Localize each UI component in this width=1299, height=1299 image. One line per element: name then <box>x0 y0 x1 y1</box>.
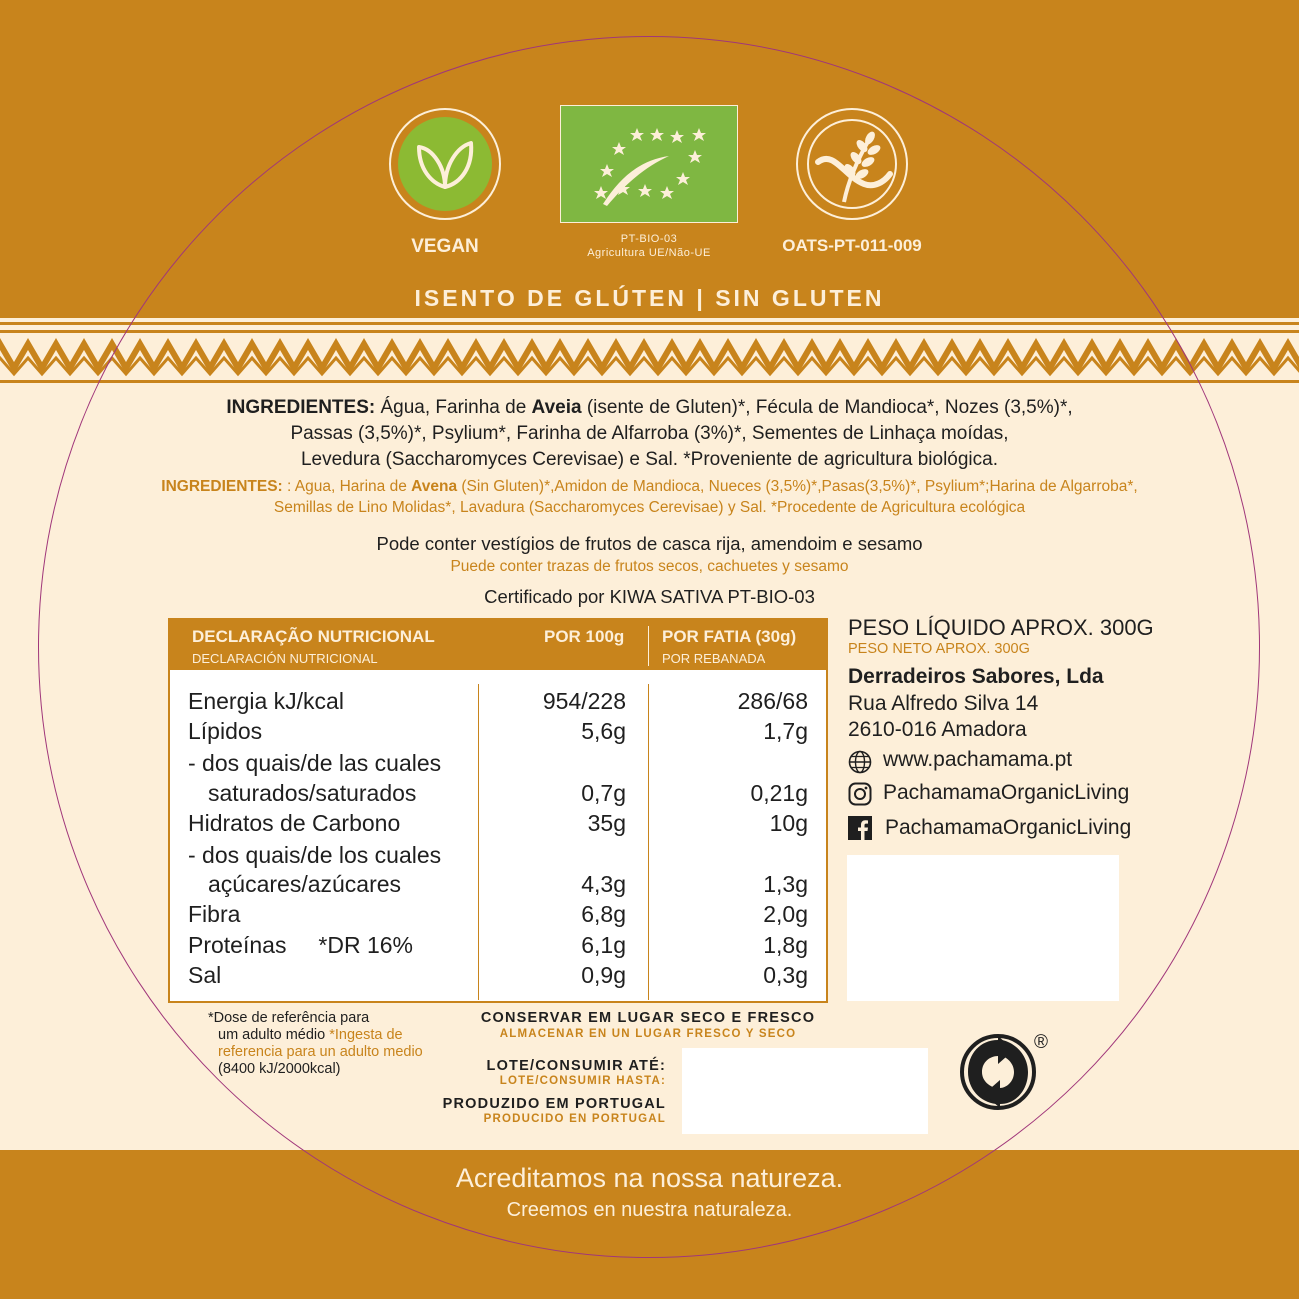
value-per-100g: 6,1g <box>581 932 626 958</box>
gluten-free-title: ISENTO DE GLÚTEN | SIN GLUTEN <box>414 285 885 311</box>
company-city: 2610-016 Amadora <box>848 718 1027 741</box>
nutrition-row <box>170 750 826 780</box>
lote-es: LOTE/CONSUMIR HASTA: <box>499 1075 666 1087</box>
registered-mark: ® <box>1034 1032 1048 1053</box>
instagram-icon <box>848 782 872 811</box>
ingredients-pt-label: INGREDIENTES: <box>226 397 376 418</box>
nutrient-name: - dos quais/de las cuales <box>188 750 442 776</box>
reference-note-line-1: *Dose de referência para <box>208 1010 370 1026</box>
tagline-pt: Acreditamos na nossa natureza. <box>455 1163 844 1193</box>
green-dot-recycle-icon <box>960 1034 1036 1115</box>
nutrition-table <box>168 618 828 1003</box>
net-weight-es: PESO NETO APROX. 300G <box>848 641 1030 657</box>
storage-es: ALMACENAR EN UN LUGAR FRESCO Y SECO <box>499 1028 797 1040</box>
column-per-100g: POR 100g <box>544 627 625 646</box>
nutrient-name: Lípidos <box>188 718 263 744</box>
ingredients-es-oat: Avena <box>411 478 458 495</box>
nutrient-name: Sal <box>188 962 222 988</box>
value-per-slice: 10g <box>769 810 808 836</box>
ingredients-pt-oat: Aveia <box>531 397 582 418</box>
value-per-100g: 0,7g <box>581 780 626 806</box>
value-per-slice: 0,3g <box>763 962 808 988</box>
eu-organic-origin: Agricultura UE/Não-UE <box>587 247 711 259</box>
ingredients-es-label: INGREDIENTES: <box>161 478 283 495</box>
vegan-badge <box>389 108 501 220</box>
nutrient-name: Hidratos de Carbono <box>188 810 401 836</box>
facebook-handle[interactable]: PachamamaOrganicLiving <box>885 816 1132 839</box>
value-per-slice: 1,8g <box>763 932 808 958</box>
nutrition-row <box>170 780 826 810</box>
leaf-icon <box>398 117 492 211</box>
eu-organic-badge <box>560 105 738 223</box>
company-street: Rua Alfredo Silva 14 <box>848 692 1039 715</box>
nutrition-title-es: DECLARACIÓN NUTRICIONAL <box>192 651 378 666</box>
company-name: Derradeiros Sabores, Lda <box>848 665 1104 688</box>
traces-pt: Pode conter vestígios de frutos de casca rija, amendoim e sesamo <box>376 533 923 554</box>
lot-expiry-box <box>682 1048 928 1134</box>
website-link[interactable]: www.pachamama.pt <box>883 748 1073 771</box>
nutrition-row <box>170 718 826 748</box>
value-per-100g: 6,8g <box>581 901 626 927</box>
crossed-grain-icon <box>804 116 900 212</box>
value-per-100g: 0,9g <box>581 962 626 988</box>
ingredients-pt-line-3: Levedura (Saccharomyces Cerevisae) e Sal. *Proveniente de agricultura biológica. <box>300 449 999 470</box>
nutrient-name: Fibra <box>188 901 241 927</box>
gluten-free-code: OATS-PT-011-009 <box>782 236 922 255</box>
nutrition-row <box>170 688 826 718</box>
barcode-area <box>847 855 1119 1001</box>
vegan-label: VEGAN <box>411 236 479 257</box>
ingredients-es-line-2: Semillas de Lino Molidas*, Lavadura (Saccharomyces Cerevisae) y Sal. *Procedente de Agricultura ecológica <box>273 499 1026 516</box>
produced-pt: PRODUZIDO EM PORTUGAL <box>442 1096 666 1112</box>
value-per-100g: 5,6g <box>581 718 626 744</box>
instagram-handle[interactable]: PachamamaOrganicLiving <box>883 781 1130 804</box>
value-per-slice: 2,0g <box>763 901 808 927</box>
value-per-slice: 1,3g <box>763 871 808 897</box>
nutrition-row <box>170 932 826 962</box>
gluten-free-badge <box>796 108 908 220</box>
nutrient-name: Energia kJ/kcal <box>188 688 344 714</box>
value-per-100g: 4,3g <box>581 871 626 897</box>
nutrition-row <box>170 901 826 931</box>
ingredients-pt-text: Água, Farinha de <box>375 397 532 418</box>
ingredients-pt-line-1 <box>0 397 1299 419</box>
value-per-100g: 954/228 <box>542 688 626 714</box>
nutrient-name: saturados/saturados <box>208 780 417 806</box>
produced-es: PRODUCIDO EN PORTUGAL <box>483 1113 666 1125</box>
storage-pt: CONSERVAR EM LUGAR SECO E FRESCO <box>480 1010 816 1026</box>
reference-note-line-2 <box>218 1027 403 1043</box>
reference-note-pt: um adulto médio <box>218 1027 326 1043</box>
ingredients-es-text: : Agua, Harina de <box>282 478 412 495</box>
eu-organic-leaf-icon <box>561 106 737 222</box>
value-per-slice: 1,7g <box>763 718 808 744</box>
reference-note-line-3: referencia para un adulto medio <box>218 1044 423 1060</box>
certification: Certificado por KIWA SATIVA PT-BIO-03 <box>484 586 815 607</box>
nutrition-row <box>170 962 826 992</box>
nutrition-header <box>170 620 826 670</box>
ingredients-es-text: (Sin Gluten)*,Amidon de Mandioca, Nueces (3,5%)*,Pasas(3,5%)*, Psylium*;Harina de Algarroba*, <box>457 478 1138 495</box>
reference-note-es: *Ingesta de <box>325 1027 403 1043</box>
ingredients-es-line-1 <box>0 478 1299 496</box>
nutrition-row <box>170 871 826 901</box>
lote-pt: LOTE/CONSUMIR ATÉ: <box>486 1058 666 1074</box>
reference-note-kcal: (8400 kJ/2000kcal) <box>218 1061 341 1077</box>
nutrition-title-pt: DECLARAÇÃO NUTRICIONAL <box>192 627 435 646</box>
column-per-slice-es: POR REBANADA <box>662 651 766 666</box>
facebook-icon <box>848 816 872 845</box>
globe-icon <box>848 750 872 779</box>
ingredients-pt-line-2: Passas (3,5%)*, Psylium*, Farinha de Alfarroba (3%)*, Sementes de Linhaça moídas, <box>290 423 1009 444</box>
zigzag-pattern <box>0 318 1299 388</box>
nutrition-row <box>170 842 826 872</box>
value-per-slice: 286/68 <box>737 688 808 714</box>
column-per-slice-pt: POR FATIA (30g) <box>662 627 797 646</box>
nutrient-name: Proteínas *DR 16% <box>188 932 413 958</box>
nutrient-name: açúcares/azúcares <box>208 871 402 897</box>
header-divider <box>648 626 649 666</box>
net-weight-pt: PESO LÍQUIDO APROX. 300G <box>848 615 1154 640</box>
ingredients-pt-text: (isente de Gluten)*, Fécula de Mandioca*, Nozes (3,5%)*, <box>581 397 1073 418</box>
tagline-es: Creemos en nuestra naturaleza. <box>506 1199 793 1221</box>
traces-es: Puede conter trazas de frutos secos, cachuetes y sesamo <box>450 558 849 575</box>
value-per-100g: 35g <box>587 810 626 836</box>
nutrition-row <box>170 810 826 840</box>
eu-organic-code: PT-BIO-03 <box>620 233 678 245</box>
value-per-slice: 0,21g <box>750 780 808 806</box>
nutrient-name: - dos quais/de los cuales <box>188 842 442 868</box>
